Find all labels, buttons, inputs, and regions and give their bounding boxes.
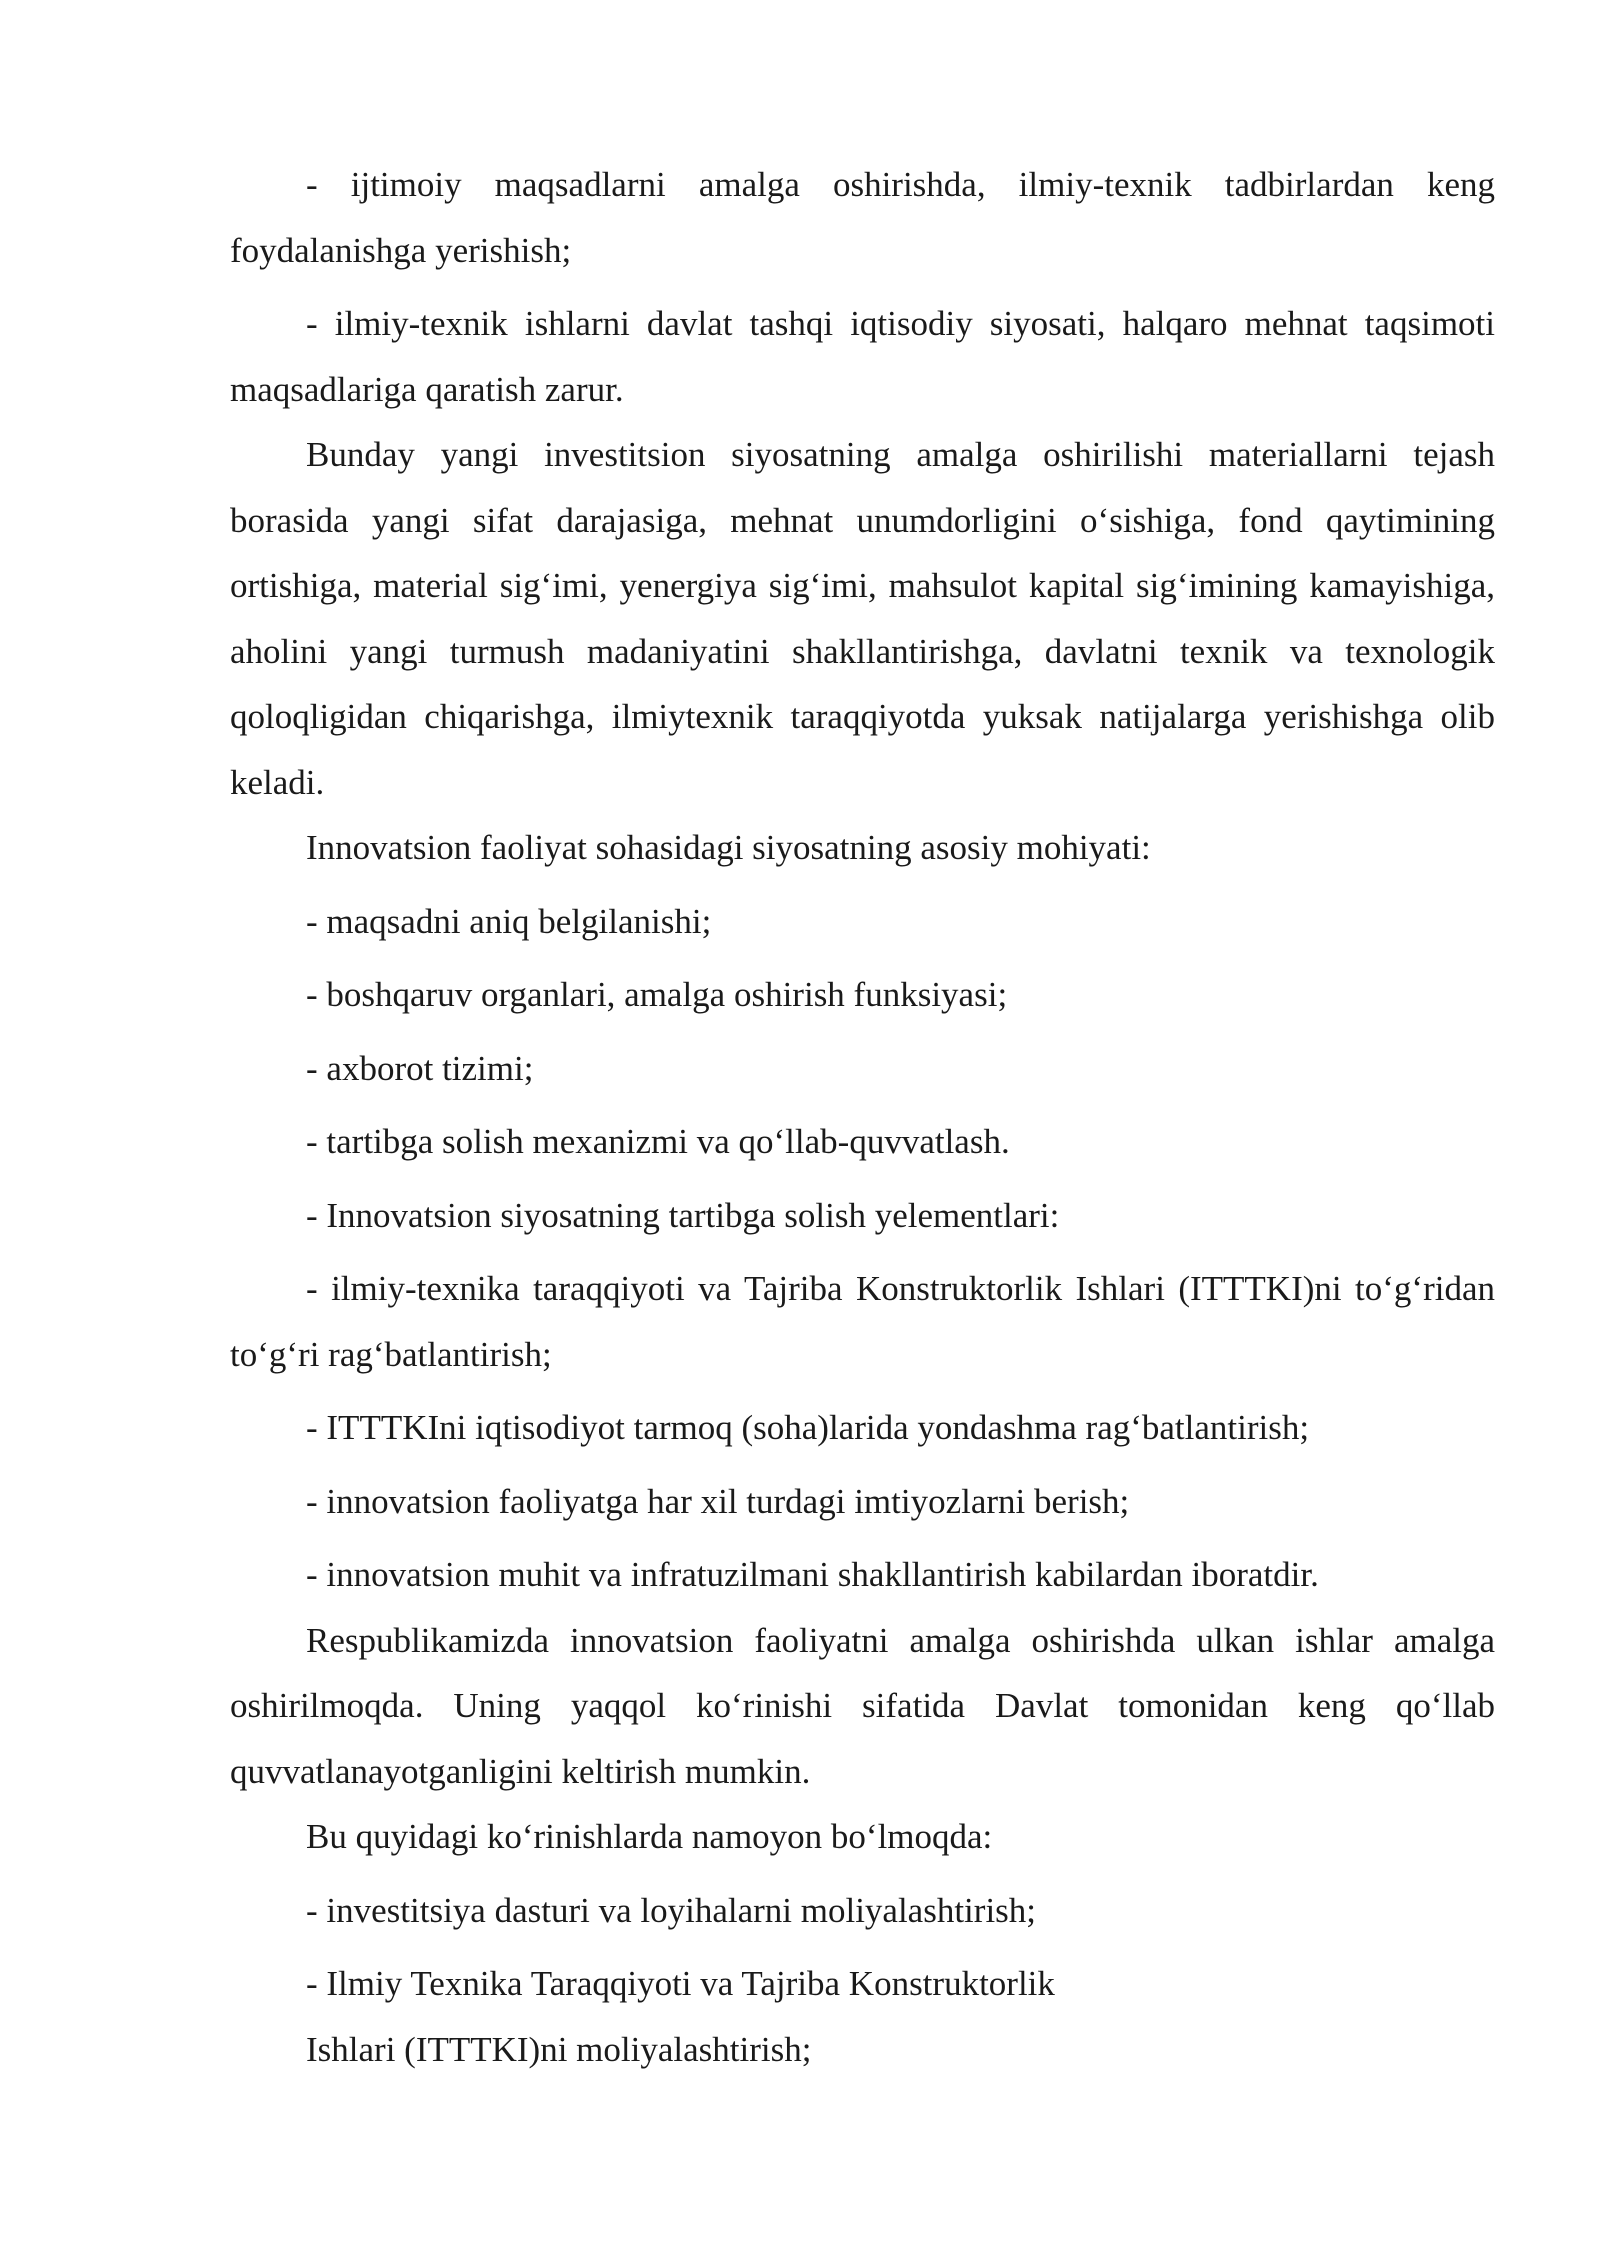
list-item: - investitsiya dasturi va loyihalarni moliyalashtirish; <box>306 1890 1037 1930</box>
list-item: - ilmiy-texnika taraqqiyoti va Tajriba Konstruktorlik Ishlari (ITTTKI)ni to‘g‘ridan to‘g‘ri rag‘batlantirish; <box>230 1269 1495 1374</box>
list-item: - tartibga solish mexanizmi va qo‘llab-quvvatlash. <box>306 1122 1010 1161</box>
list-item: - axborot tizimi; <box>306 1048 534 1088</box>
list-item: - maqsadni aniq belgilanishi; <box>306 901 712 941</box>
list-item: - ijtimoiy maqsadlarni amalga oshirishda, ilmiy-texnik tadbirlardan keng foydalanishga yerishish; <box>230 165 1495 270</box>
paragraph: Respublikamizda innovatsion faoliyatni amalga oshirishda ulkan ishlar amalga oshirilmoqda. Uning yaqqol ko‘rinishi sifatida Davlat tomonidan keng qo‘llab quvvatlanayotganligini keltirish mumkin. <box>230 1620 1495 1791</box>
paragraph: Bu quyidagi ko‘rinishlarda namoyon bo‘lmoqda: <box>306 1817 993 1856</box>
list-item: - innovatsion muhit va infratuzilmani shakllantirish kabilardan iboratdir. <box>306 1555 1319 1594</box>
paragraph: Bunday yangi investitsion siyosatning amalga oshirilishi materiallarni tejash borasida yangi sifat darajasiga, mehnat unumdorligini o‘sishiga, fond qaytimining ortishiga, material sig‘imi, yenergiya sig‘imi, mahsulot kapital sig‘imining kamayishiga, aholini yangi turmush madaniyatini shakllantirishga, davlatni texnik va texnologik qoloqligidan chiqarishga, ilmiytexnik taraqqiyotda yuksak natijalarga yerishishga olib keladi. <box>230 435 1495 802</box>
list-item: - Ilmiy Texnika Taraqqiyoti va Tajriba Konstruktorlik <box>306 1964 1055 2003</box>
list-item: - boshqaruv organlari, amalga oshirish funksiyasi; <box>306 975 1008 1014</box>
paragraph: Innovatsion faoliyat sohasidagi siyosatning asosiy mohiyati: <box>306 828 1151 867</box>
list-item: - ITTTKIni iqtisodiyot tarmoq (soha)larida yondashma rag‘batlantirish; <box>306 1408 1310 1447</box>
list-item: - Innovatsion siyosatning tartibga solish yelementlari: <box>306 1195 1060 1235</box>
document-body <box>230 152 1495 2082</box>
paragraph: Ishlari (ITTTKI)ni moliyalashtirish; <box>306 2029 812 2069</box>
list-item: - ilmiy-texnik ishlarni davlat tashqi iqtisodiy siyosati, halqaro mehnat taqsimoti maqsadlariga qaratish zarur. <box>230 304 1495 409</box>
list-item: - innovatsion faoliyatga har xil turdagi imtiyozlarni berish; <box>306 1481 1130 1521</box>
